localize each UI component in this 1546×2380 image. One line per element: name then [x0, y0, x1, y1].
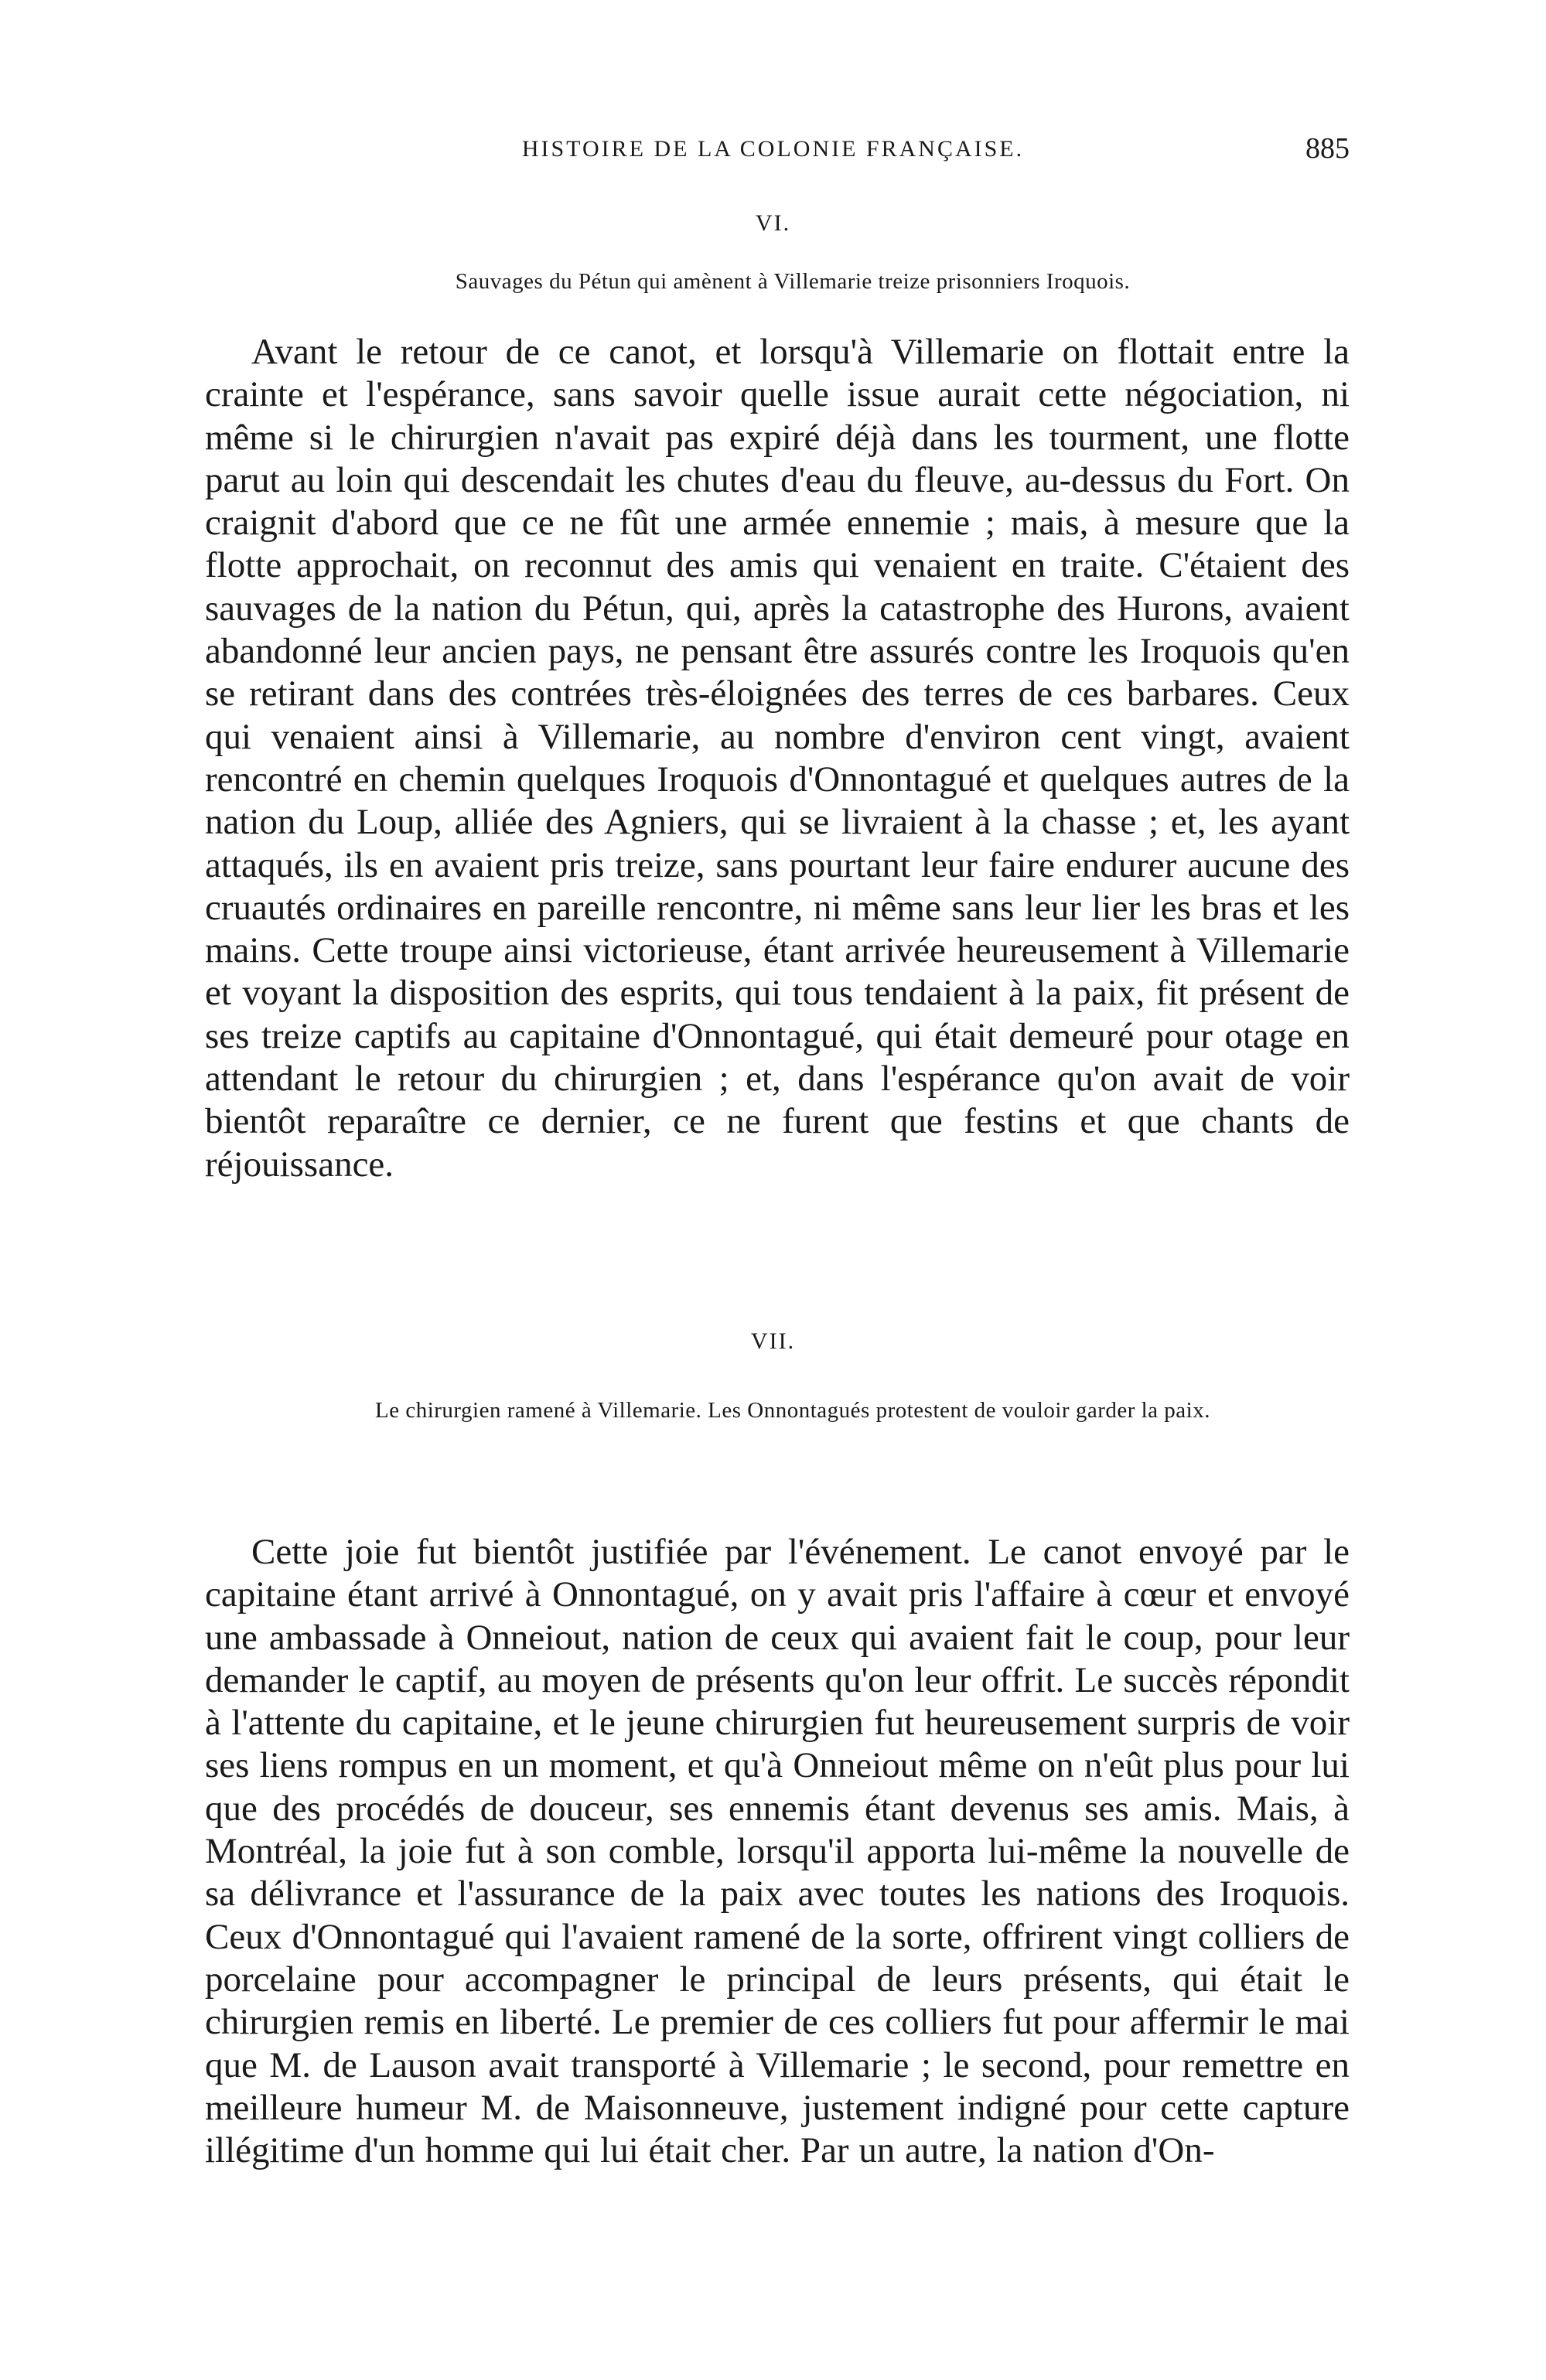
section-numeral-vii: VII. — [750, 1328, 796, 1354]
section-numeral-vi: VI. — [755, 210, 791, 236]
paragraph-section-vi: Avant le retour de ce canot, et lorsqu'à Villemarie on flottait entre la crainte et l'espérance, sans savoir quelle issue aurait cette négociation, ni même si le chirurgien n'avait pas expiré déjà dans les tourment, une flotte parut au loin qui descendait les chutes d'eau du fleuve, au-dessus du Fort. On craignit d'abord que ce ne fût une armée ennemie ; mais, à mesure que la flotte approchait, on reconnut des amis qui venaient en traite. C'étaient des sauvages de la nation du Pétun, qui, après la catastrophe des Hurons, avaient abandonné leur ancien pays, ne pensant être assurés contre les Iroquois qu'en se retirant dans des contrées très-éloignées des terres de ces barbares. Ceux qui venaient ainsi à Villemarie, au nombre d'environ cent vingt, avaient rencontré en chemin quelques Iroquois d'Onnontagué et quelques autres de la nation du Loup, alliée des Agniers, qui se livraient à la chasse ; et, les ayant attaqués, ils en avaient pris treize, sans pourtant leur faire endurer aucune des cruautés ordinaires en pareille rencontre, ni même sans leur lier les bras et les mains. Cette troupe ainsi victorieuse, étant arrivée heureusement à Villemarie et voyant la disposition des esprits, qui tous tendaient à la paix, fit présent de ses treize captifs au capitaine d'Onnontagué, qui était demeuré pour otage en attendant le retour du chirurgien ; et, dans l'espérance qu'on avait de voir bientôt reparaître ce dernier, ce ne furent que festins et que chants de réjouissance. — [205, 332, 1350, 1185]
section-summary-vi: Sauvages du Pétun qui amènent à Villemarie treize prisonniers Iroquois. — [455, 269, 1131, 294]
section-summary-vii: Le chirurgien ramené à Villemarie. Les Onnontagués protestent de vouloir garder la paix. — [375, 1398, 1210, 1423]
running-title: HISTOIRE DE LA COLONIE FRANÇAISE. — [521, 136, 1025, 162]
page-number: 885 — [1305, 132, 1350, 165]
paragraph-section-vii: Cette joie fut bientôt justifiée par l'événement. Le canot envoyé par le capitaine étant arrivé à Onnontagué, on y avait pris l'affaire à cœur et envoyé une ambassade à Onneiout, nation de ceux qui avaient fait le coup, pour leur demander le captif, au moyen de présents qu'on leur offrit. Le succès répondit à l'attente du capitaine, et le jeune chirurgien fut heureusement surpris de voir ses liens rompus en un moment, et qu'à Onneiout même on n'eût plus pour lui que des procédés de douceur, ses ennemis étant devenus ses amis. Mais, à Montréal, la joie fut à son comble, lorsqu'il apporta lui-même la nouvelle de sa délivrance et l'assurance de la paix avec toutes les nations des Iroquois. Ceux d'Onnontagué qui l'avaient ramené de la sorte, offrirent vingt colliers de porcelaine pour accompagner le principal de leurs présents, qui était le chirurgien remis en liberté. Le premier de ces colliers fut pour affermir le mai que M. de Lauson avait transporté à Villemarie ; le second, pour remettre en meilleure humeur M. de Maisonneuve, justement indigné pour cette capture illégitime d'un homme qui lui était cher. Par un autre, la nation d'On- — [205, 1532, 1350, 2171]
